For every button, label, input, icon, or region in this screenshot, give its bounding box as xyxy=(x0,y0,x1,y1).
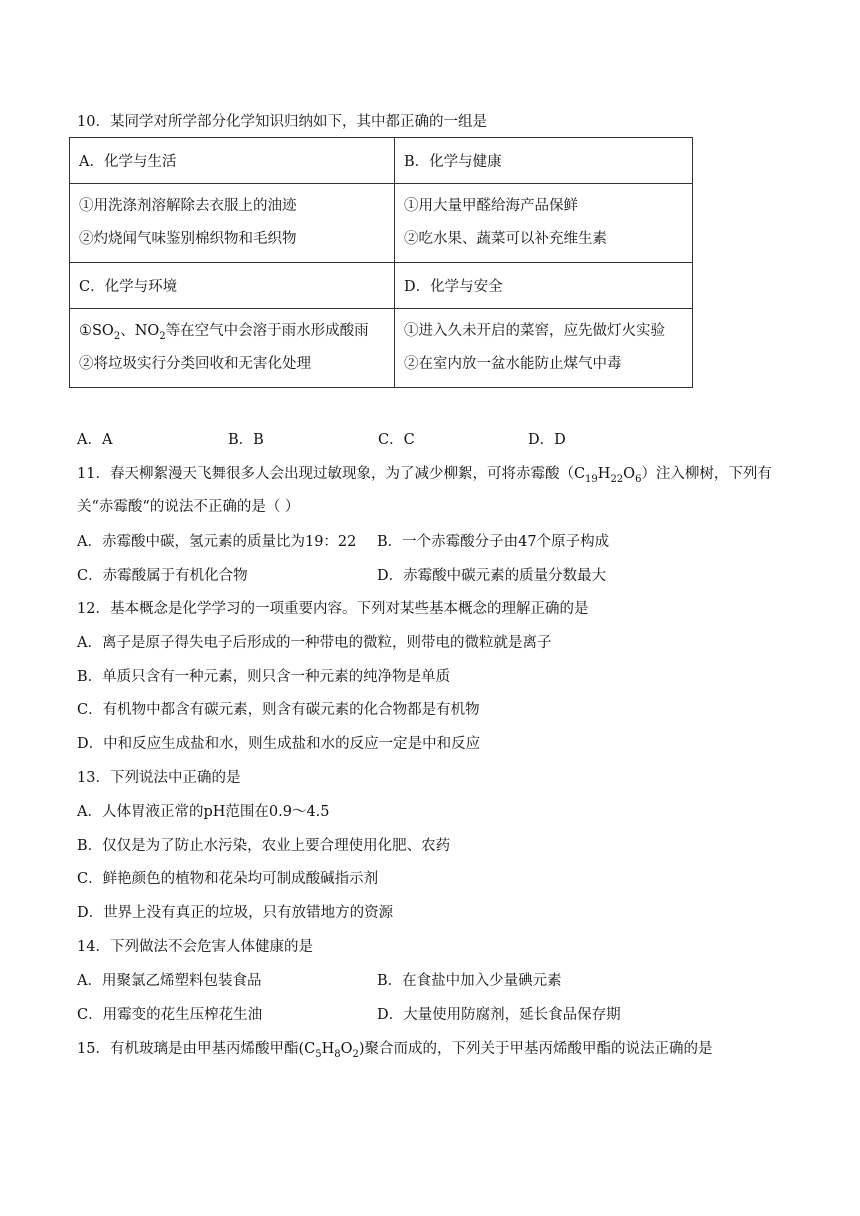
a-item-2: ②灼烧闻气味鉴别棉织物和毛织物 xyxy=(79,231,297,247)
q10-option-b: B．B xyxy=(228,432,264,448)
q13-option-d: D．世界上没有真正的垃圾，只有放错地方的资源 xyxy=(77,905,394,921)
table-cell-d-head: D．化学与安全 xyxy=(395,263,693,309)
q10-option-a: A．A xyxy=(77,432,113,448)
q13-option-a: A．人体胃液正常的pH范围在0.9～4.5 xyxy=(77,804,330,820)
q12-option-a: A．离子是原子得失电子后形成的一种带电的微粒，则带电的微粒就是离子 xyxy=(77,635,552,651)
q12-option-b: B．单质只含有一种元素，则只含一种元素的纯净物是单质 xyxy=(77,669,451,685)
c-item-1: $①SO_2$、$NO_2$等在空气中会溶于雨水形成酸雨 xyxy=(79,323,369,342)
q14-option-d: D．大量使用防腐剂，延长食品保存期 xyxy=(377,1007,621,1023)
table-cell-c-head: C．化学与环境 xyxy=(70,263,395,309)
q14-option-c: C．用霉变的花生压榨花生油 xyxy=(77,1007,263,1023)
table-cell-a-head: A．化学与生活 xyxy=(70,138,395,184)
q13-stem: 13．下列说法中正确的是 xyxy=(77,770,241,786)
q13-option-c: C．鲜艳颜色的植物和花朵均可制成酸碱指示剂 xyxy=(77,871,379,887)
q11-stem-line-1: 11．春天柳絮漫天飞舞很多人会出现过敏现象，为了减少柳絮，可将赤霉酸$(C_{19}H_{22}O_6)$注入柳树，下列有 xyxy=(77,466,772,485)
q14-option-b: B．在食盐中加入少量碘元素 xyxy=(377,973,562,989)
a-item-1: ①用洗涤剂溶解除去衣服上的油迹 xyxy=(79,198,297,214)
d-item-2: ②在室内放一盆水能防止煤气中毒 xyxy=(404,356,622,372)
q15-stem: 15．有机玻璃是由甲基丙烯酸甲酯$(C_5H_8O_2)$聚合而成的，下列关于甲基丙烯酸甲酯的说法正确的是 xyxy=(77,1041,713,1060)
q11-option-a: A．赤霉酸中碳，氢元素的质量比为19：22 xyxy=(77,534,357,550)
table-cell-d-content xyxy=(395,309,693,388)
q14-option-a: A．用聚氯乙烯塑料包装食品 xyxy=(77,973,262,989)
q12-option-c: C．有机物中都含有碳元素，则含有碳元素的化合物都是有机物 xyxy=(77,702,480,718)
q10-option-c: C．C xyxy=(378,432,415,448)
table-cell-b-content xyxy=(395,184,693,263)
b-item-2: ②吃水果、蔬菜可以补充维生素 xyxy=(404,231,607,247)
q12-option-d: D．中和反应生成盐和水，则生成盐和水的反应一定是中和反应 xyxy=(77,736,481,752)
q11-option-b: B．一个赤霉酸分子由47个原子构成 xyxy=(377,534,610,550)
q11-option-d: D．赤霉酸中碳元素的质量分数最大 xyxy=(377,568,607,584)
b-item-1: ①用大量甲醛给海产品保鲜 xyxy=(404,198,578,214)
q13-option-b: B．仅仅是为了防止水污染，农业上要合理使用化肥、农药 xyxy=(77,838,451,854)
table-cell-c-content xyxy=(70,309,395,388)
d-item-1: ①进入久未开启的菜窖，应先做灯火实验 xyxy=(404,323,665,339)
q14-stem: 14．下列做法不会危害人体健康的是 xyxy=(77,939,313,955)
q11-stem-line-2: 关“赤霉酸“的说法不正确的是（ ） xyxy=(77,499,300,515)
q10-option-d: D．D xyxy=(528,432,566,448)
q12-stem: 12．基本概念是化学学习的一项重要内容。下列对某些基本概念的理解正确的是 xyxy=(77,601,589,617)
c-item-2: ②将垃圾实行分类回收和无害化处理 xyxy=(79,356,311,372)
table-cell-b-head: B．化学与健康 xyxy=(395,138,693,184)
table-cell-a-content xyxy=(70,184,395,263)
q11-option-c: C．赤霉酸属于有机化合物 xyxy=(77,568,248,584)
q10-knowledge-table xyxy=(69,137,693,388)
q10-stem: 10．某同学对所学部分化学知识归纳如下，其中都正确的一组是 xyxy=(77,114,487,130)
